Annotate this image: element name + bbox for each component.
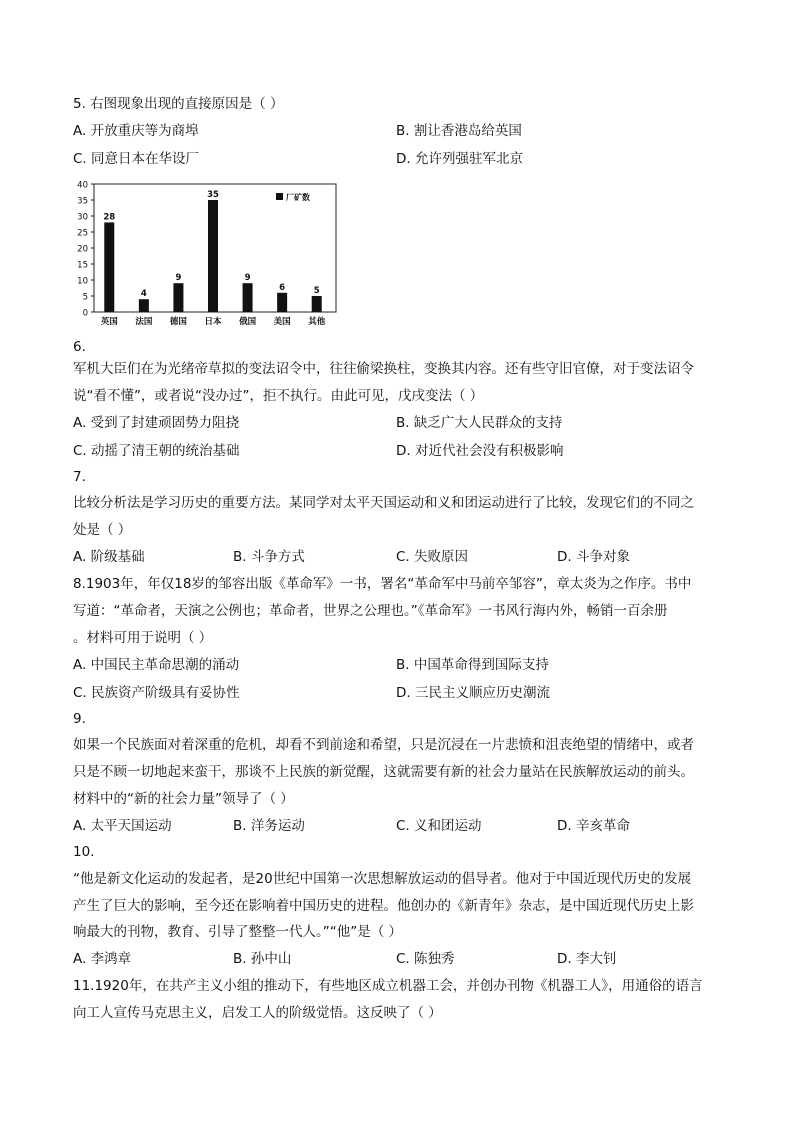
q8-stem-line-1: 8.1903年，年仅18岁的邹容出版《革命军》一书，署名“革命军中马前卒邹容”，章太炎为之作序。书中	[73, 576, 692, 592]
legend-swatch	[276, 193, 283, 200]
q6-option-c: C. 动摇了清王朝的统治基础	[73, 443, 240, 459]
q9-option-a: A. 太平天国运动	[73, 818, 172, 834]
x-tick-label: 俄国	[239, 317, 257, 327]
bar	[277, 293, 287, 312]
x-tick-label: 其他	[308, 317, 326, 327]
q8-stem-line-3: 。材料可用于说明（ ）	[73, 630, 213, 646]
bar	[173, 283, 183, 312]
x-tick-label: 法国	[135, 317, 153, 327]
q5-option-a: A. 开放重庆等为商埠	[73, 123, 199, 139]
y-tick-label: 40	[77, 180, 88, 191]
q10-stem-line-3: 响最大的刊物，教育、引导了整整一代人。”“他”是（ ）	[73, 924, 403, 940]
bar-value-label: 6	[279, 282, 286, 293]
q6-stem-line-1: 军机大臣们在为光绪帝草拟的变法诏令中，往往偷梁换柱，变换其内容。还有些守旧官僚，对于变法诏令	[73, 361, 694, 377]
bar	[139, 299, 149, 312]
q6-option-d: D. 对近代社会没有积极影响	[396, 443, 564, 459]
bar	[208, 200, 218, 312]
q11-stem-line-2: 向工人宣传马克思主义，启发工人的阶级觉悟。这反映了（ ）	[73, 1005, 442, 1021]
q5-stem: 5. 右图现象出现的直接原因是（ ）	[73, 96, 284, 112]
q5-option-c: C. 同意日本在华设厂	[73, 151, 200, 167]
q6-option-a: A. 受到了封建顽固势力阻挠	[73, 415, 240, 431]
bar-value-label: 9	[244, 273, 251, 284]
q7-option-b: B. 斗争方式	[233, 549, 305, 565]
q10-number: 10.	[73, 844, 95, 860]
q8-option-a: A. 中国民主革命思潮的涌动	[73, 657, 240, 673]
q7-option-c: C. 失败原因	[396, 549, 469, 565]
q9-option-d: D. 辛亥革命	[557, 818, 630, 834]
y-tick-label: 35	[77, 196, 88, 207]
q7-option-d: D. 斗争对象	[557, 549, 630, 565]
y-tick-label: 30	[77, 212, 88, 223]
q7-stem-line-1: 比较分析法是学习历史的重要方法。某同学对太平天国运动和义和团运动进行了比较，发现它们的不同之	[73, 495, 694, 511]
bar-value-label: 28	[103, 212, 116, 223]
q6-number: 6.	[73, 339, 86, 355]
q8-option-c: C. 民族资产阶级具有妥协性	[73, 685, 240, 701]
y-tick-label: 10	[77, 276, 88, 287]
q10-stem-line-2: 产生了巨大的影响，至今还在影响着中国历史的进程。他创办的《新青年》杂志，是中国近现代历史上影	[73, 898, 694, 914]
bar	[104, 222, 114, 312]
y-tick-label: 20	[77, 244, 88, 255]
q9-option-c: C. 义和团运动	[396, 818, 482, 834]
bar-value-label: 4	[140, 289, 147, 300]
q10-stem-line-1: “他是新文化运动的发起者，是20世纪中国第一次思想解放运动的倡导者。他对于中国近现代历史的发展	[73, 871, 692, 887]
q11-stem-line-1: 11.1920年，在共产主义小组的推动下，有些地区成立机器工会，并创办刊物《机器工人》，用通俗的语言	[73, 978, 703, 994]
q10-option-a: A. 李鸿章	[73, 951, 132, 967]
q10-option-b: B. 孙中山	[233, 951, 292, 967]
q8-option-d: D. 三民主义顺应历史潮流	[396, 685, 550, 701]
bar	[243, 283, 253, 312]
q7-number: 7.	[73, 469, 86, 485]
q9-stem-line-1: 如果一个民族面对着深重的危机，却看不到前途和希望，只是沉浸在一片悲愤和沮丧绝望的情绪中，或者	[73, 737, 694, 753]
q9-stem-line-3: 材料中的“新的社会力量”领导了（ ）	[73, 791, 294, 807]
q7-option-a: A. 阶级基础	[73, 549, 145, 565]
q10-option-d: D. 李大钊	[557, 951, 617, 967]
q9-stem-line-2: 只是不顾一切地起来蛮干，那谈不上民族的新觉醒，这就需要有新的社会力量站在民族解放运动的前头。	[73, 764, 694, 780]
bar-value-label: 35	[207, 190, 219, 200]
x-tick-label: 日本	[204, 317, 222, 327]
x-tick-label: 英国	[100, 317, 118, 327]
q5-option-b: B. 割让香港岛给英国	[396, 123, 522, 139]
y-tick-label: 0	[82, 308, 88, 319]
bar-chart-svg	[70, 178, 340, 332]
q6-stem-line-2: 说“看不懂”，或者说“没办过”，拒不执行。由此可见，戊戌变法（ ）	[73, 388, 484, 404]
q9-option-b: B. 洋务运动	[233, 818, 305, 834]
q8-stem-line-2: 写道：“革命者，天演之公例也；革命者，世界之公理也。”《革命军》一书风行海内外，畅销一百余册	[73, 603, 668, 619]
legend-label: 厂矿数	[286, 193, 310, 202]
bar-value-label: 9	[175, 273, 182, 284]
bar-value-label: 5	[313, 286, 320, 296]
q5-option-d: D. 允许列强驻军北京	[396, 151, 523, 167]
factory-bar-chart	[70, 178, 340, 332]
q6-option-b: B. 缺乏广大人民群众的支持	[396, 415, 563, 431]
y-tick-label: 5	[82, 292, 88, 303]
y-tick-label: 15	[77, 260, 88, 271]
q10-option-c: C. 陈独秀	[396, 951, 455, 967]
q8-option-b: B. 中国革命得到国际支持	[396, 657, 549, 673]
q9-number: 9.	[73, 711, 86, 727]
y-tick-label: 25	[77, 228, 88, 239]
q7-stem-line-2: 处是（ ）	[73, 522, 132, 538]
bar	[312, 296, 322, 312]
x-tick-label: 德国	[169, 317, 187, 327]
x-tick-label: 美国	[273, 317, 291, 327]
